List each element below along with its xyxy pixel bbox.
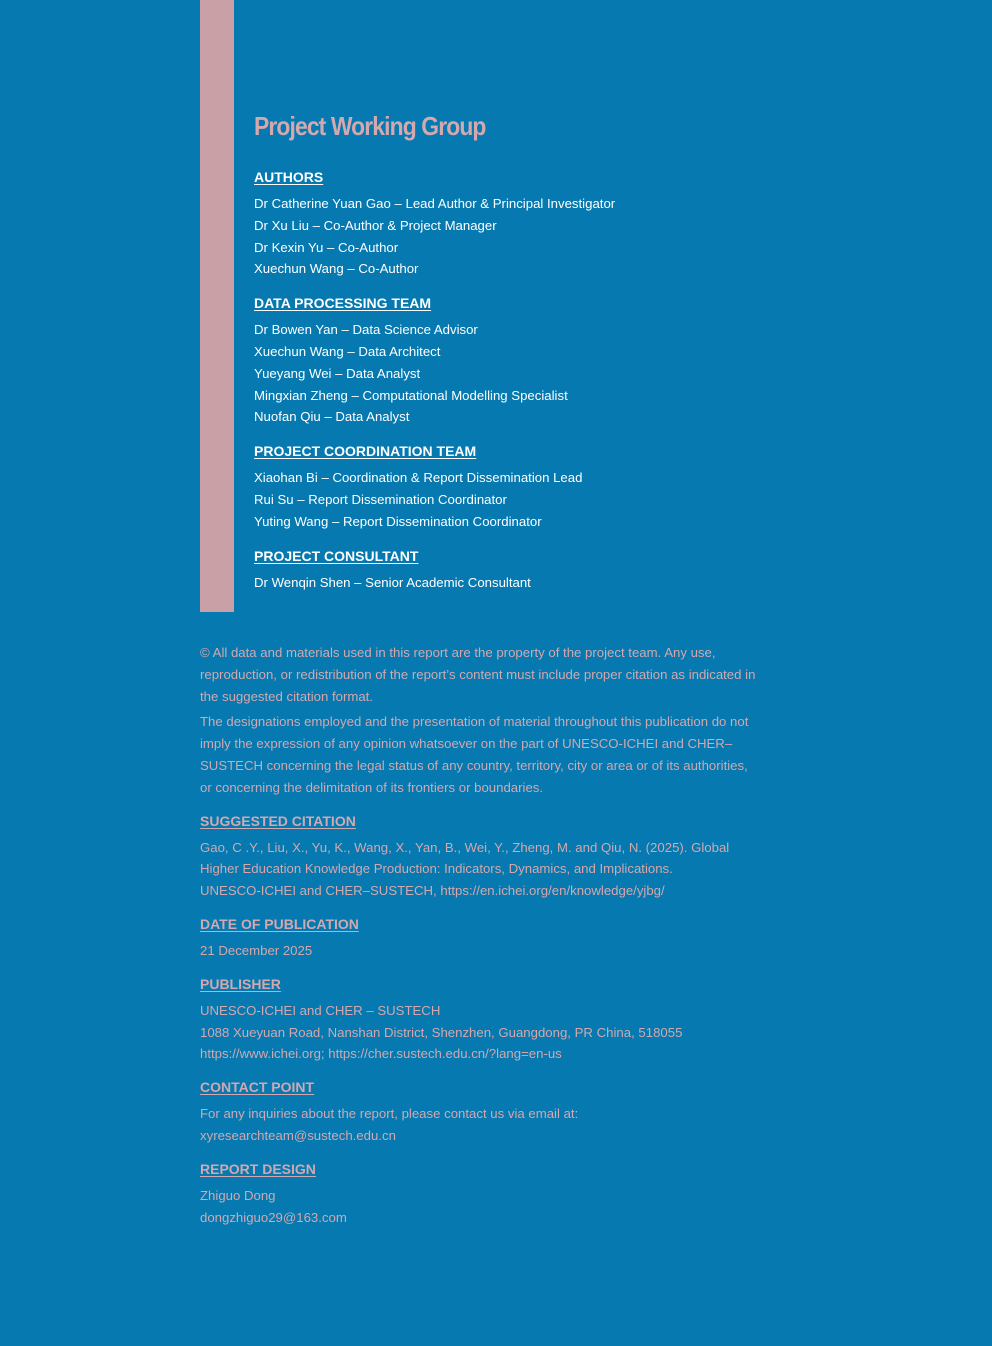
list-item: Dr Xu Liu – Co-Author & Project Manager <box>254 217 497 233</box>
contact-email-link[interactable]: xyresearchteam@sustech.edu.cn <box>200 1127 396 1143</box>
coordination-list <box>254 467 814 532</box>
consultant-list <box>254 572 814 594</box>
consultant-heading: PROJECT CONSULTANT <box>254 547 419 564</box>
citation-line: Higher Education Knowledge Production: Indicators, Dynamics, and Implications. <box>200 861 673 877</box>
list-item: Nuofan Qiu – Data Analyst <box>254 409 410 425</box>
citation-heading: SUGGESTED CITATION <box>200 812 356 829</box>
list-item: Xuechun Wang – Data Architect <box>254 343 441 359</box>
publisher-address: 1088 Xueyuan Road, Nanshan District, Shenzhen, Guangdong, PR China, 518055 <box>200 1024 683 1040</box>
list-item: Mingxian Zheng – Computational Modelling Specialist <box>254 387 568 403</box>
publisher-heading: PUBLISHER <box>200 975 281 992</box>
publisher-section <box>200 975 760 1065</box>
contact-section <box>200 1078 760 1147</box>
authors-list <box>254 193 814 280</box>
design-section <box>200 1160 760 1229</box>
list-item: Dr Catherine Yuan Gao – Lead Author & Principal Investigator <box>254 196 616 211</box>
list-item: Xiaohan Bi – Coordination & Report Dissemination Lead <box>254 470 583 486</box>
citation-section <box>200 812 760 902</box>
design-lines <box>200 1185 760 1229</box>
list-item: Yueyang Wei – Data Analyst <box>254 365 421 381</box>
list-item: Dr Bowen Yan – Data Science Advisor <box>254 322 478 338</box>
list-item: Xuechun Wang – Co-Author <box>254 261 419 277</box>
publisher-links[interactable]: https://www.ichei.org; https://cher.sustech.edu.cn/?lang=en-us <box>200 1046 562 1062</box>
date-section <box>200 915 760 962</box>
citation-line: Gao, C .Y., Liu, X., Yu, K., Wang, X., Yan, B., Wei, Y., Zheng, M. and Qiu, N. (2025). Global <box>200 839 730 855</box>
designer-name: Zhiguo Dong <box>200 1187 276 1203</box>
authors-section <box>254 168 814 280</box>
publication-details <box>200 642 760 1228</box>
consultant-section <box>254 547 814 594</box>
authors-heading: AUTHORS <box>254 169 324 185</box>
publisher-lines <box>200 1000 760 1065</box>
contact-lines <box>200 1103 760 1147</box>
designer-email-link[interactable]: dongzhiguo29@163.com <box>200 1209 347 1225</box>
design-heading: REPORT DESIGN <box>200 1160 316 1177</box>
list-item: Dr Wenqin Shen – Senior Academic Consultant <box>254 574 531 590</box>
publication-date: 21 December 2025 <box>200 942 313 958</box>
list-item: Dr Kexin Yu – Co-Author <box>254 239 399 255</box>
date-lines <box>200 940 760 962</box>
coordination-heading: PROJECT COORDINATION TEAM <box>254 443 477 460</box>
citation-lines <box>200 837 760 902</box>
date-heading: DATE OF PUBLICATION <box>200 915 359 932</box>
contact-heading: CONTACT POINT <box>200 1079 315 1096</box>
data-processing-list <box>254 319 814 428</box>
publisher-name: UNESCO-ICHEI and CHER – SUSTECH <box>200 1002 441 1018</box>
accent-side-bar <box>200 0 234 612</box>
data-processing-section <box>254 294 814 428</box>
project-working-group <box>254 110 814 607</box>
copyright-notice: © All data and materials used in this report are the property of the project team. Any use, reproduction, or redistribution of the report’s content must include proper citation as indicated in the suggested citation format. <box>200 645 756 704</box>
data-processing-heading: DATA PROCESSING TEAM <box>254 295 432 312</box>
list-item: Yuting Wang – Report Dissemination Coordinator <box>254 513 542 529</box>
coordination-section <box>254 442 814 532</box>
disclaimer-notice: The designations employed and the presentation of material throughout this publication do not imply the expression of any opinion whatsoever on the part of UNESCO-ICHEI and CHER–SUSTECH concerning the legal status of any country, territory, city or area or of its authorities, or concerning the delimitation of its frontiers or boundaries. <box>200 714 749 795</box>
group-title: Project Working Group <box>254 111 486 141</box>
citation-line[interactable]: UNESCO-ICHEI and CHER–SUSTECH, https://en.ichei.org/en/knowledge/yjbg/ <box>200 883 665 899</box>
contact-text: For any inquiries about the report, please contact us via email at: <box>200 1106 579 1122</box>
list-item: Rui Su – Report Dissemination Coordinator <box>254 491 507 507</box>
